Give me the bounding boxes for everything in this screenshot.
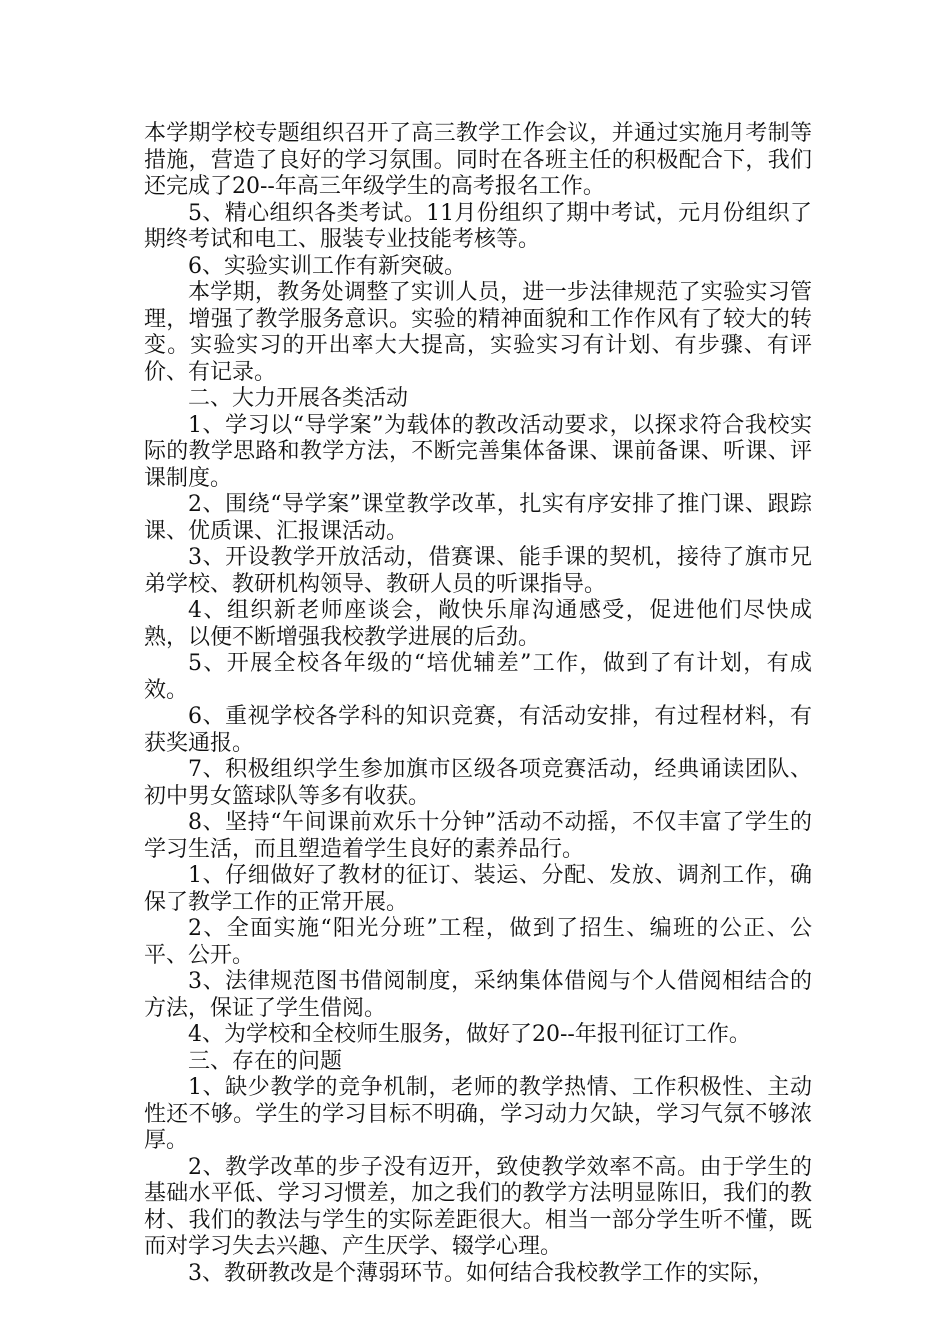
paragraph-1: 本学期学校专题组织召开了高三教学工作会议，并通过实施月考制等措施，营造了良好的学习氛围。同时在各班主任的积极配合下，我们还完成了20--年高三年级学生的高考报名工作。 [144,121,812,199]
section-heading-3: 三、存在的问题 [188,1048,343,1074]
paragraph-21: 3、教研教改是个薄弱环节。如何结合我校教学工作的实际， [188,1260,774,1286]
document-body [144,121,812,1287]
paragraph-4: 本学期，教务处调整了实训人员，进一步法律规范了实验实习管理，增强了教学服务意识。实验的精神面貌和工作作风有了较大的转变。实验实习的开出率大大提高，实验实习有计划、有步骤、有评价、有记录。 [144,280,812,385]
paragraph-14: 1、仔细做好了教材的征订、装运、分配、发放、调剂工作，确保了教学工作的正常开展。 [144,863,812,915]
paragraph-8: 3、开设教学开放活动，借赛课、能手课的契机，接待了旗市兄弟学校、教研机构领导、教研人员的听课指导。 [144,545,812,597]
paragraph-2: 5、精心组织各类考试。11月份组织了期中考试，元月份组织了期终考试和电工、服装专业技能考核等。 [144,200,812,252]
paragraph-19: 1、缺少教学的竞争机制，老师的教学热情、工作积极性、主动性还不够。学生的学习目标不明确，学习动力欠缺，学习气氛不够浓厚。 [144,1075,812,1153]
paragraph-7: 2、围绕“导学案”课堂教学改革，扎实有序安排了推门课、跟踪课、优质课、汇报课活动。 [144,492,812,544]
paragraph-10: 5、开展全校各年级的“培优辅差”工作，做到了有计划，有成效。 [144,651,812,703]
paragraph-16: 3、法律规范图书借阅制度，采纳集体借阅与个人借阅相结合的方法，保证了学生借阅。 [144,969,812,1021]
paragraph-17: 4、为学校和全校师生服务，做好了20--年报刊征订工作。 [188,1022,751,1047]
paragraph-3: 6、实验实训工作有新突破。 [188,253,466,279]
paragraph-6: 1、学习以“导学案”为载体的教改活动要求，以探求符合我校实际的教学思路和教学方法，不断完善集体备课、课前备课、听课、评课制度。 [144,412,812,491]
paragraph-15: 2、全面实施“阳光分班”工程，做到了招生、编班的公正、公平、公开。 [144,916,812,968]
paragraph-12: 7、积极组织学生参加旗市区级各项竞赛活动，经典诵读团队、初中男女篮球队等多有收获。 [144,757,812,809]
paragraph-13: 8、坚持“午间课前欢乐十分钟”活动不动摇，不仅丰富了学生的学习生活，而且塑造着学生良好的素养品行。 [144,810,812,862]
paragraph-9: 4、组织新老师座谈会，敞快乐扉沟通感受，促进他们尽快成熟，以便不断增强我校教学进展的后劲。 [144,598,812,650]
paragraph-20: 2、教学改革的步子没有迈开，致使教学效率不高。由于学生的基础水平低、学习习惯差，加之我们的教学方法明显陈旧，我们的教材、我们的教法与学生的实际差距很大。相当一部分学生听不懂，既而对学习失去兴趣、产生厌学、辍学心理。 [144,1154,812,1259]
section-heading-2: 二、大力开展各类活动 [188,386,409,411]
paragraph-11: 6、重视学校各学科的知识竞赛，有活动安排，有过程材料，有获奖通报。 [144,704,812,756]
